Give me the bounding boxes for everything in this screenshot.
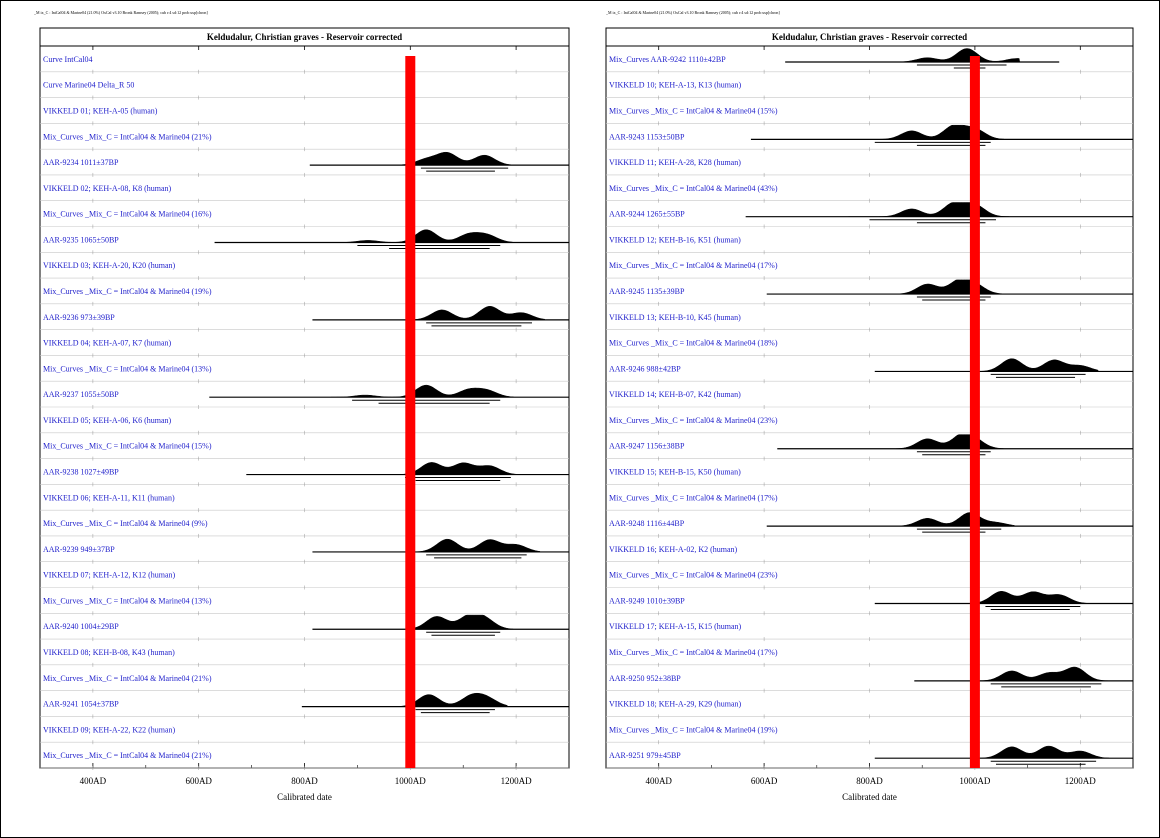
row-label: Mix_Curves _Mix_C = IntCal04 & Marine04 (23%) — [609, 415, 778, 425]
red-marker-line — [405, 56, 415, 768]
x-tick-label: 800AD — [291, 776, 318, 786]
row-label: VIKKELD 02; KEH-A-08, K8 (human) — [43, 183, 172, 193]
x-tick-label: 1000AD — [394, 776, 426, 786]
row-label: Curve IntCal04 — [43, 54, 93, 64]
row-label: AAR-9237 1055±50BP — [43, 390, 119, 400]
row-label: VIKKELD 08; KEH-B-08, K43 (human) — [43, 647, 175, 657]
row-label: Mix_Curves _Mix_C = IntCal04 & Marine04 (15%) — [43, 441, 212, 451]
x-tick-label: 600AD — [185, 776, 212, 786]
row-label: VIKKELD 12; KEH-B-16, K51 (human) — [609, 235, 741, 245]
row-label: Mix_Curves _Mix_C = IntCal04 & Marine04 (18%) — [609, 338, 778, 348]
chart-panel-2 — [606, 28, 1133, 802]
row-label: VIKKELD 11; KEH-A-28, K28 (human) — [609, 158, 741, 168]
row-label: VIKKELD 09; KEH-A-22, K22 (human) — [43, 725, 176, 735]
row-label: AAR-9235 1065±50BP — [43, 235, 119, 245]
row-label: AAR-9248 1116±44BP — [609, 519, 685, 529]
row-label: AAR-9240 1004±29BP — [43, 622, 119, 632]
red-marker-line — [970, 56, 980, 768]
row-label: Mix_Curves _Mix_C = IntCal04 & Marine04 (23%) — [609, 570, 778, 580]
row-label: AAR-9244 1265±55BP — [609, 209, 685, 219]
row-label: AAR-9234 1011±37BP — [43, 158, 119, 168]
row-label: Mix_Curves _Mix_C = IntCal04 & Marine04 (17%) — [609, 647, 778, 657]
row-label: AAR-9247 1156±38BP — [609, 441, 685, 451]
row-label: Mix_Curves _Mix_C = IntCal04 & Marine04 (21%) — [43, 673, 212, 683]
row-label: VIKKELD 04; KEH-A-07, K7 (human) — [43, 338, 172, 348]
x-tick-label: 1200AD — [500, 776, 532, 786]
row-label: Mix_Curves _Mix_C = IntCal04 & Marine04 (9%) — [43, 519, 208, 529]
page-header-right: _M ix_C : IntCal04 & Marine04 (21.0%) OxCal v3.10 Bronk Ramsey (2005); cub r:4 sd:12 prob usp[chron] — [606, 10, 780, 15]
x-tick-label: 1200AD — [1064, 776, 1096, 786]
row-label: AAR-9236 973±39BP — [43, 312, 115, 322]
row-label: VIKKELD 13; KEH-B-10, K45 (human) — [609, 312, 741, 322]
row-label: VIKKELD 15; KEH-B-15, K50 (human) — [609, 467, 741, 477]
row-label: VIKKELD 18; KEH-A-29, K29 (human) — [609, 699, 742, 709]
row-label: Mix_Curves _Mix_C = IntCal04 & Marine04 (21%) — [43, 751, 212, 761]
x-tick-label: 400AD — [79, 776, 107, 786]
row-label: Mix_Curves _Mix_C = IntCal04 & Marine04 (16%) — [43, 209, 212, 219]
row-label: Mix_Curves _Mix_C = IntCal04 & Marine04 (17%) — [609, 493, 778, 503]
row-label: VIKKELD 06; KEH-A-11, K11 (human) — [43, 493, 175, 503]
row-label: AAR-9239 949±37BP — [43, 544, 115, 554]
row-label: Mix_Curves _Mix_C = IntCal04 & Marine04 (17%) — [609, 261, 778, 271]
row-label: AAR-9251 979±45BP — [609, 751, 681, 761]
row-label: VIKKELD 14; KEH-B-07, K42 (human) — [609, 390, 741, 400]
row-label: VIKKELD 03; KEH-A-20, K20 (human) — [43, 261, 176, 271]
x-tick-label: 600AD — [750, 776, 778, 786]
row-label: AAR-9250 952±38BP — [609, 673, 681, 683]
row-label: AAR-9245 1135±39BP — [609, 286, 685, 296]
x-axis-label: Calibrated date — [277, 792, 332, 802]
row-label: Mix_Curves _Mix_C = IntCal04 & Marine04 (19%) — [609, 725, 778, 735]
x-tick-label: 800AD — [856, 776, 883, 786]
row-label: Mix_Curves _Mix_C = IntCal04 & Marine04 (19%) — [43, 286, 212, 296]
x-tick-label: 1000AD — [959, 776, 991, 786]
row-label: Mix_Curves _Mix_C = IntCal04 & Marine04 (43%) — [609, 183, 778, 193]
row-label: AAR-9246 988±42BP — [609, 364, 681, 374]
chart-panel-1 — [40, 28, 569, 802]
row-label: AAR-9243 1153±50BP — [609, 132, 685, 142]
row-label: Mix_Curves _Mix_C = IntCal04 & Marine04 (13%) — [43, 596, 212, 606]
row-label: VIKKELD 01; KEH-A-05 (human) — [43, 106, 158, 116]
page-header-left: _M ix_C : IntCal04 & Marine04 (21.0%) OxCal v3.10 Bronk Ramsey (2005); cub r:4 sd:12 prob usp[chron] — [34, 10, 208, 15]
row-label: Curve Marine04 Delta_R 50 — [43, 80, 135, 90]
row-label: VIKKELD 16; KEH-A-02, K2 (human) — [609, 544, 738, 554]
row-label: Mix_Curves _Mix_C = IntCal04 & Marine04 (13%) — [43, 364, 212, 374]
row-label: Mix_Curves _Mix_C = IntCal04 & Marine04 (21%) — [43, 132, 212, 142]
row-label: VIKKELD 07; KEH-A-12, K12 (human) — [43, 570, 176, 580]
x-tick-label: 400AD — [645, 776, 672, 786]
row-label: VIKKELD 10; KEH-A-13, K13 (human) — [609, 80, 742, 90]
row-label: AAR-9238 1027±49BP — [43, 467, 119, 477]
row-label: AAR-9241 1054±37BP — [43, 699, 119, 709]
row-label: VIKKELD 05; KEH-A-06, K6 (human) — [43, 415, 172, 425]
chart-title: Keldudalur, Christian graves - Reservoir corrected — [206, 32, 403, 42]
row-label: Mix_Curves _Mix_C = IntCal04 & Marine04 (15%) — [609, 106, 778, 116]
chart-title: Keldudalur, Christian graves - Reservoir corrected — [771, 32, 968, 42]
x-axis-label: Calibrated date — [842, 792, 897, 802]
row-label: VIKKELD 17; KEH-A-15, K15 (human) — [609, 622, 742, 632]
row-label: AAR-9249 1010±39BP — [609, 596, 685, 606]
row-label: Mix_Curves AAR-9242 1110±42BP — [609, 54, 726, 64]
